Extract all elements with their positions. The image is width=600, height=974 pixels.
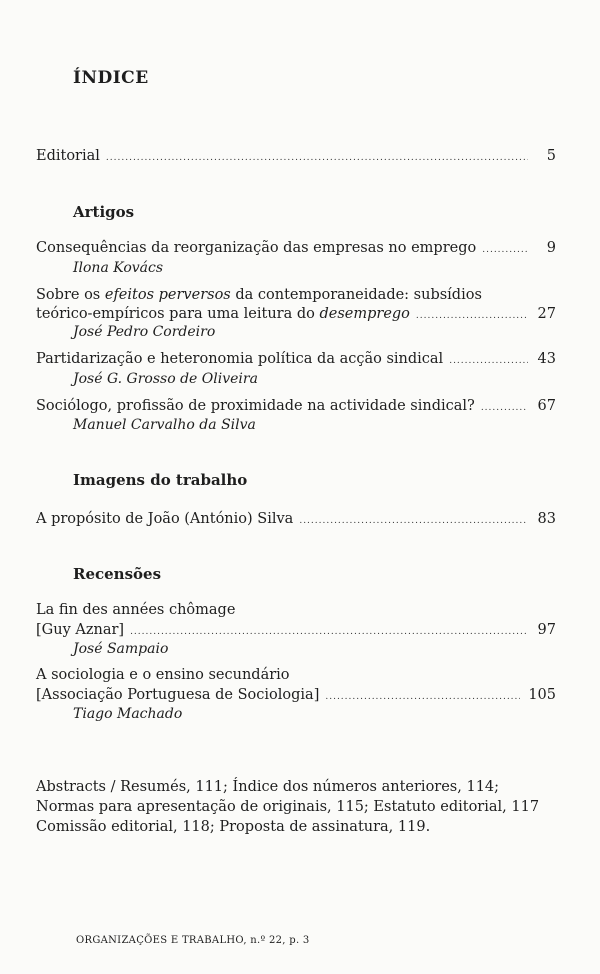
- toc-page-number: 97: [537, 622, 556, 638]
- dot-leader: [416, 306, 528, 326]
- toc-page-number: 5: [546, 148, 556, 164]
- toc-page-number: 67: [537, 398, 556, 414]
- toc-author: José Pedro Cordeiro: [73, 324, 216, 340]
- toc-entry-title: [Guy Aznar]: [36, 622, 125, 638]
- title-text: Sobre os: [36, 287, 105, 303]
- dot-leader: [481, 398, 528, 418]
- toc-entry-title: [Associação Portuguesa de Sociologia]: [36, 687, 320, 703]
- toc-entry-title: Partidarização e heteronomia política da acção sindical: [36, 351, 444, 367]
- toc-entry-artigo[interactable]: [36, 349, 556, 369]
- toc-page-number: 27: [537, 306, 556, 322]
- toc-entry-artigo[interactable]: [36, 238, 556, 258]
- section-heading-imagens: Imagens do trabalho: [73, 471, 248, 489]
- back-matter-line: Abstracts / Resumés, 111; Índice dos números anteriores, 114;: [36, 779, 500, 795]
- title-emphasis: efeitos perversos: [104, 287, 231, 303]
- dot-leader: [299, 511, 528, 531]
- toc-author: Tiago Machado: [73, 706, 183, 722]
- toc-entry-recensao[interactable]: [36, 685, 556, 705]
- toc-author: Ilona Kovács: [73, 260, 164, 276]
- back-matter-line: Normas para apresentação de originais, 115; Estatuto editorial, 117: [36, 799, 540, 815]
- toc-page-number: 105: [528, 687, 556, 703]
- toc-page-number: 83: [537, 511, 556, 527]
- toc-entry-title-line[interactable]: A sociologia e o ensino secundário: [36, 667, 290, 683]
- toc-entry-artigo[interactable]: [36, 304, 556, 324]
- toc-author: Manuel Carvalho da Silva: [73, 417, 256, 433]
- section-heading-recensoes: Recensões: [73, 565, 162, 583]
- dot-leader: [325, 687, 520, 707]
- dot-leader: [449, 351, 528, 371]
- toc-entry-artigo[interactable]: [36, 396, 556, 416]
- toc-entry-title: A propósito de João (António) Silva: [36, 511, 294, 527]
- toc-entry-title-line[interactable]: La fin des années chômage: [36, 602, 236, 618]
- page-footer: ORGANIZAÇÕES E TRABALHO, n.º 22, p. 3: [76, 935, 310, 946]
- dot-leader: [106, 148, 528, 168]
- toc-entry-title: Sociólogo, profissão de proximidade na actividade sindical?: [36, 398, 475, 414]
- toc-entry-title: Consequências da reorganização das empresas no emprego: [36, 240, 477, 256]
- section-heading-artigos: Artigos: [73, 203, 135, 221]
- back-matter-line: Comissão editorial, 118; Proposta de assinatura, 119.: [36, 819, 431, 835]
- dot-leader: [482, 240, 528, 260]
- toc-author: José Sampaio: [73, 641, 169, 657]
- page-title: ÍNDICE: [73, 68, 149, 88]
- title-text: teórico-empíricos para uma leitura do: [36, 306, 320, 322]
- toc-entry-title: [36, 304, 410, 324]
- toc-entry-editorial[interactable]: [36, 146, 556, 166]
- toc-entry-imagem[interactable]: [36, 509, 556, 529]
- toc-page-number: 9: [546, 240, 556, 256]
- title-text: da contemporaneidade: subsídios: [230, 287, 482, 303]
- toc-page-number: 43: [537, 351, 556, 367]
- toc-entry-recensao[interactable]: [36, 620, 556, 640]
- title-emphasis: desemprego: [319, 306, 410, 322]
- dot-leader: [130, 622, 528, 642]
- toc-author: José G. Grosso de Oliveira: [73, 371, 258, 387]
- toc-entry-title-line[interactable]: [36, 285, 556, 305]
- toc-entry-title: Editorial: [36, 148, 100, 164]
